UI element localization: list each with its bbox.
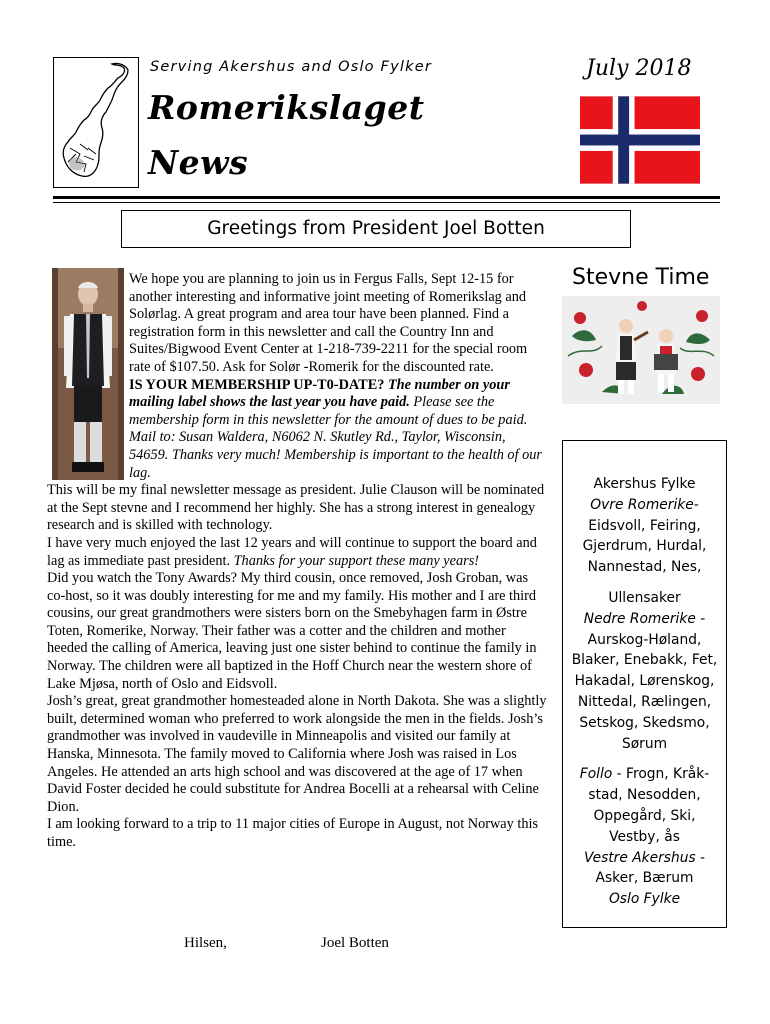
masthead-tagline: Serving Akershus and Oslo Fylker — [150, 59, 432, 75]
fylke-list-panel — [562, 440, 727, 928]
ovre-romerike-label: Ovre Romerike- — [590, 496, 699, 513]
article-paragraph-7: I am looking forward to a trip to 11 major cities of Europe in August, not Norway this time. — [47, 816, 539, 850]
vestre-akershus-label: Vestre Akershus - — [583, 849, 706, 866]
article-paragraph-1: We hope you are planning to join us in Fergus Falls, Sept 12-15 for another interesting and informative joint meeting of Romerikslag and Solørlag. A great program and area tour have been planned. Find a registration form in this newsletter and call the Country Inn and Suites/Bigwood Event Center at 1-218-739-2211 for the special room rate of $107.50. Ask for Solør -Romerik for the discounted rate. — [129, 271, 528, 375]
membership-question: IS YOUR MEMBERSHIP UP-T0-DATE? — [129, 376, 385, 393]
header-rule-thick — [53, 196, 720, 199]
folk-musicians-illustration — [562, 296, 720, 404]
norway-flag-icon — [580, 95, 700, 185]
ullensaker: Ullensaker — [608, 589, 681, 606]
article-paragraph-4: I have very much enjoyed the last 12 years and will continue to support the board and lag as immediate past president. Thanks for your support these many years! — [47, 534, 537, 569]
masthead-title-line1: Romerikslaget — [148, 88, 425, 127]
norway-map-frame — [53, 57, 139, 188]
signoff-greeting: Hilsen, — [184, 935, 227, 951]
article-paragraph-2 — [47, 377, 547, 483]
header-rule-thin — [53, 202, 720, 203]
greeting-heading: Greetings from President Joel Botten — [121, 210, 631, 248]
akershus-heading: Akershus Fylke — [593, 476, 696, 492]
article-paragraph-5: Did you watch the Tony Awards? My third cousin, once removed, Josh Groban, was co-host, so it was doubly interesting for me and my family. His mother and I are third cousins, our great grandmothers were sisters born on the Smebyhagen farm in Østre Toten, Romerike, Norway. Their father was a cotter and the children and mother heeded the calling of America, leaving just one sister behind to continue the family in Norway. The children were all baptized in the Hoff Church near the western shore of Lake Mjøsa, north of Oslo and Eidsvoll. — [47, 570, 537, 692]
article-paragraph-6: Josh’s great, great grandmother homesteaded alone in North Dakota. She was a slightly built, determined woman who preferred to work alongside the men in the fields. Josh’s grandmother was involved in vaudeville in Minneapolis and visited our family at Hanska, Minnesota. The family moved to California where Josh was raised in Los Angeles. He attended an arts high school and was discovered at the age of 17 when David Foster decided he could substitute for Andrea Bocelli at a rehearsal with Celine Dion. — [47, 693, 547, 815]
nedre-romerike-label: Nedre Romerike - — [583, 610, 706, 627]
masthead-title-line2: News — [148, 143, 249, 182]
membership-instructions: Please see the membership form in this newsletter for the amount of dues to be paid. Mail to: Susan Waldera, N6062 N. Skutley Rd., Taylor, Wisconsin, 54659. Thanks very much! Membership is important to the health of our lag. — [129, 394, 542, 481]
issue-date: July 2018 — [586, 56, 692, 81]
thanks-note: Thanks for your support these many years! — [233, 552, 480, 569]
ovre-romerike-list: Eidsvoll, Feiring, Gjerdrum, Hurdal, Nannestad, Nes, — [582, 517, 707, 576]
norway-map-icon — [54, 58, 138, 187]
vestre-akershus-list: Asker, Bærum — [595, 870, 694, 887]
follo-list: - Frogn, Kråk-stad, Nesodden, Oppegård, Ski, Vestby, ås — [588, 766, 710, 845]
membership-note: The number on your mailing label shows the last year you have paid. — [129, 376, 510, 411]
stevne-heading: Stevne Time — [572, 265, 710, 290]
president-letter — [47, 271, 547, 852]
signoff-name: Joel Botten — [321, 935, 389, 951]
follo-label: Follo — [579, 766, 613, 783]
article-paragraph-3: This will be my final newsletter message as president. Julie Clauson will be nominated at the Sept stevne and I recommend her highly. She has a strong interest in genealogy research and is skilled with technology. — [47, 482, 545, 534]
follo-entry — [563, 764, 726, 847]
oslo-fylke: Oslo Fylke — [608, 891, 681, 908]
nedre-romerike-list: Aurskog-Høland, Blaker, Enebakk, Fet, Hakadal, Lørenskog, Nittedal, Rælingen, Setskog, Skedsmo, Sørum — [571, 631, 718, 752]
